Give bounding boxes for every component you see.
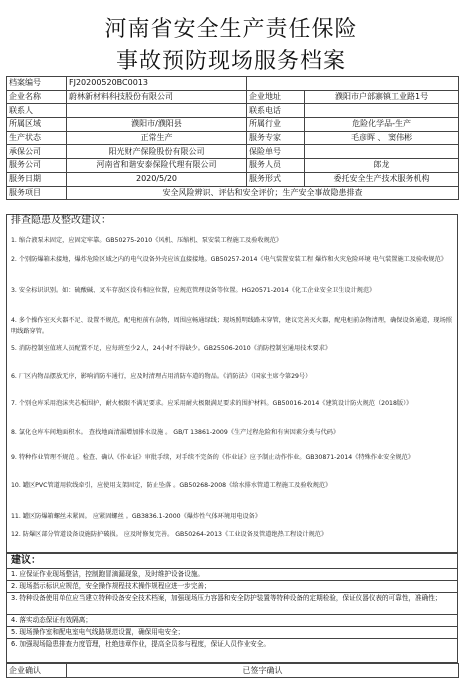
info-table: [6, 76, 459, 200]
hazard-item: 1. 缩合液泵未固定，应固定牢靠。GB50275-2010《风机、压缩机、泵安装工程施工及验收规范》: [11, 237, 283, 244]
hazard-item: 9. 特种作业管理不规范 。检查、确认《作业证》审批手续，对手续不完备的《作业证》应予制止动作作业。GB30871-2014《特殊作业安全规范》: [11, 454, 415, 461]
suggestion-item: 2. 现场指示标识应规范，安全操作规程技术操作规程应进一步完善；: [7, 580, 457, 592]
row-insurer: [7, 145, 459, 159]
title-line-2: 事故预防现场服务档案: [115, 49, 346, 74]
company-addr-value: 濮阳市户部寨镇工业路1号: [305, 90, 459, 104]
hazards-heading: 排查隐患及整改建议：: [11, 215, 111, 226]
phone-label: 联系电话: [247, 104, 305, 118]
row-region: [7, 118, 459, 132]
archive-no-label: 档案编号: [7, 77, 67, 91]
region-value: 濮阳市/濮阳县: [67, 118, 247, 132]
hazard-item: 6. 厂区内物品摆放无序，影响消防车通行，应及时清理占用消防车道的物品。《消防法》（国家主席令第29号）: [11, 373, 312, 380]
row-confirm: [7, 664, 459, 678]
confirm-table: [6, 663, 459, 678]
service-date-value: 2020/5/20: [67, 172, 247, 186]
archive-no-blank: [247, 77, 459, 91]
service-form-value: 委托安全生产技术服务机构: [305, 172, 459, 186]
service-org-label: 服务公司: [7, 159, 67, 173]
insurer-label: 承保公司: [7, 145, 67, 159]
policy-no-label: 保险单号: [247, 145, 305, 159]
insurer-value: 阳光财产保险股份有限公司: [67, 145, 247, 159]
title-line-1: 河南省安全生产责任保险: [104, 17, 358, 42]
service-expert-value: 毛彦晖 、 窦伟彬: [305, 131, 459, 145]
hazard-item: 10. 罐区PVC管道用软线牵引，应使用支架固定，防止坠落 。GB50268-2008《给水排水管道工程施工及验收规范》: [11, 482, 332, 489]
hazard-item: 8. 氯化仓库车间地面积水。 查找地面清漏增加排水设施 。 GB/T 13861-2009《生产过程危险和有害因素分类与代码》: [11, 429, 340, 436]
suggestion-item: 4. 落实动态保证有效隔离；: [7, 614, 457, 626]
service-item-value: 安全风险辨识、评估和安全评价；生产安全事故隐患排查: [67, 186, 459, 200]
phone-value: [305, 104, 459, 118]
service-form-label: 服务形式: [247, 172, 305, 186]
company-name-value: 蔚林新材料科技股份有限公司: [67, 90, 247, 104]
row-service-item: [7, 186, 459, 200]
region-label: 所属区域: [7, 118, 67, 132]
service-org-value: 河南省和谐安泰保险代理有限公司: [67, 159, 247, 173]
hazard-item: 4. 多个操作室灭火器不足、设置不规范，配电柜前有杂物，周围应畅通绿线；现场照明线路未穿管，建议完善灭火器，配电柜前杂物清理，确保设备通道，现场照明线路穿管。: [11, 317, 452, 335]
service-date-label: 服务日期: [7, 172, 67, 186]
row-service-date: [7, 172, 459, 186]
hazard-item: 7. 个别仓库采用泡沫夹芯板围护，耐火极限不满足要求。应采用耐火极限满足要求的围护材料。GB50016-2014《建筑设计防火规范（2018版）》: [11, 400, 413, 407]
confirm-label: 企业确认: [7, 664, 67, 678]
contact-label: 联系人: [7, 104, 67, 118]
status-value: 正常生产: [67, 131, 247, 145]
confirm-value: 已签字确认: [67, 664, 459, 678]
contact-value: [67, 104, 247, 118]
hazards-section: [6, 214, 458, 553]
hazard-item: 12. 防爆区部分管道设备设施防护破损。 应及时修复完善。 GB50264-2013《工业设备及管道绝热工程设计规范》: [11, 531, 328, 538]
hazard-item: 2. 个别防爆箱未接地，爆炸危险区域之内的电气设备外壳应该直接接地。GB50257-2014《电气装置安装工程 爆炸和火灾危险环境 电气装置施工及验收规范》: [11, 256, 447, 263]
industry-value: 危险化学品-生产: [305, 118, 459, 132]
row-contact: [7, 104, 459, 118]
archive-no-value: FJ20200520BC0013: [67, 77, 247, 91]
suggestion-item: 3. 特种设备使用单位应当建立特种设备安全技术档案，加强现场压力容器和安全防护装置等特种设备的定期检验，保证仪器仪表的可靠性，准确性；: [7, 592, 457, 614]
company-addr-label: 企业地址: [247, 90, 305, 104]
hazard-item: 11. 罐区防爆箱螺丝未紧固。 应紧固螺丝 。GB3836.1-2000《爆炸性气体环境用电设备》: [11, 513, 262, 520]
policy-no-value: [305, 145, 459, 159]
hazard-item: 5. 消防控制室值班人员配置不足，应每班至少2人，24小时不得缺少。GB25506-2010《消防控制室通用技术要求》: [11, 345, 332, 352]
suggestions-heading: 建议：: [11, 555, 41, 566]
suggestion-item: 6. 加强现场隐患排查力度管理，杜绝违章作业，提高全员参与程度，保证人员作业安全。: [7, 638, 457, 662]
row-company: [7, 90, 459, 104]
hazard-item: 3. 安全标识识别。如：硫酸碱、叉车存放区没有相应位置，应规范管理设备等位置。HG20571-2014《化工企业安全卫生设计规范》: [11, 287, 376, 294]
row-status: [7, 131, 459, 145]
industry-label: 所属行业: [247, 118, 305, 132]
service-staff-value: 郎龙: [305, 159, 459, 173]
suggestions-section: [6, 553, 458, 663]
status-label: 生产状态: [7, 131, 67, 145]
service-expert-label: 服务专家: [247, 131, 305, 145]
suggestion-item: 1. 应保证作业现场整洁，控制跑冒滴漏现象，及时维护设备设施。: [7, 568, 457, 580]
suggestion-item: 5. 现场操作室和配电室电气线路规范设置，确保用电安全；: [7, 626, 457, 638]
row-archive-no: [7, 77, 459, 91]
company-name-label: 企业名称: [7, 90, 67, 104]
service-staff-label: 服务人员: [247, 159, 305, 173]
row-service-org: [7, 159, 459, 173]
service-item-label: 服务项目: [7, 186, 67, 200]
